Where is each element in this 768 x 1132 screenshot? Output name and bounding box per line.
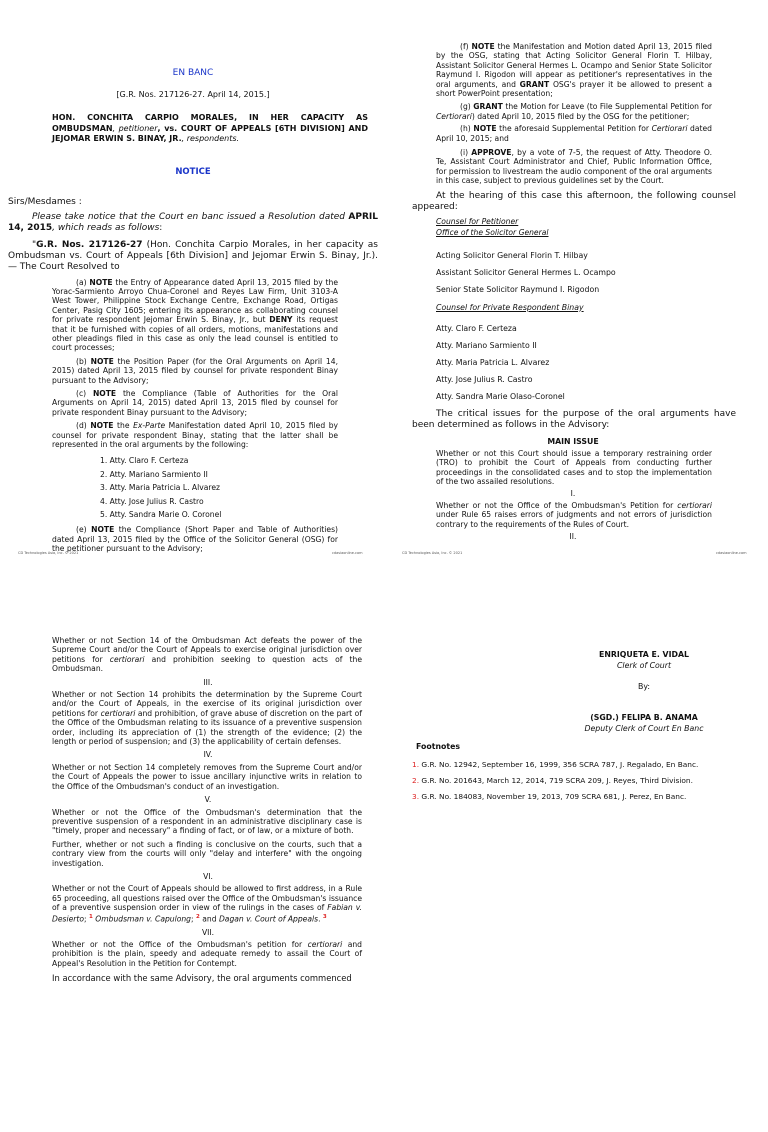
page-2: [394, 42, 764, 542]
deputy-title: Deputy Clerk of Court En Banc: [584, 724, 704, 733]
issue-number-i: I.: [570, 489, 576, 499]
issue-v-text: Whether or not the Office of the Ombudsman's determination that the preventive suspension of a respondent in an administrative disciplinary case is "timely, proper and necessary" a finding of fact, or of law, or a mixture of both.: [52, 807, 362, 836]
main-issue-heading: MAIN ISSUE: [547, 436, 599, 446]
main-issue-text: Whether or not this Court should issue a temporary restraining order (TRO) to prohibit the Court of Appeals from conducting further proceedings in the consolidated cases and to stop the implementation of the two assailed resolutions.: [436, 448, 712, 486]
page-1-footer-right[interactable]: cdasiaonline.com: [332, 551, 363, 555]
issue-iv-text: Whether or not Section 14 completely removes from the Supreme Court and/or the Court of Appeals the power to issue ancillary injunctive writs in relation to the Office of the Ombudsman's conduct of an investigation.: [52, 762, 362, 791]
list-item: Atty. Mariano Sarmiento II: [436, 340, 537, 350]
counsel-list: [100, 454, 378, 521]
salutation: Sirs/Mesdames :: [8, 196, 82, 207]
issue-vi-text: Whether or not the Court of Appeals should be allowed to first address, in a Rule 65 proceeding, all questions raised over the Office of the Ombudsman's issuance of a preventive suspension order in view of the rulings in the cases of Fabian v. Desierto; $^1$ Ombudsman v. Capulong; $^2$ and Dagan v. Court of Appeals. $^3$: [52, 884, 362, 924]
en-banc-heading: EN BANC: [172, 68, 214, 78]
clerk-title: Clerk of Court: [616, 661, 672, 670]
issue-vii-text: Whether or not the Office of the Ombudsman's petition for certiorari and prohibition is the plain, speedy and adequate remedy to assail the Court of Appeal's Resolution in the Petition for Contempt.: [52, 939, 362, 968]
issue-number-v: V.: [204, 795, 212, 805]
item-e: (e) NOTE the Compliance (Short Paper and Table of Authorities) dated April 13, 2015 filed by the Office of the Solicitor General (OSG) for the petitioner pursuant to the Advisory;: [52, 525, 338, 554]
item-h: (h) NOTE the aforesaid Supplemental Petition for Certiorari dated April 10, 2015; and: [436, 124, 712, 143]
petitioner-counsel-heading: Counsel for Petitioner Office of the Solicitor General: [436, 216, 549, 237]
list-item: Senior State Solicitor Raymund I. Rigodon: [436, 284, 600, 294]
critical-issues-paragraph: The critical issues for the purpose of the oral arguments have been determined as follows in the Advisory:: [412, 408, 736, 430]
item-b: (b) NOTE the Position Paper (for the Oral Arguments on April 14, 2015) dated April 13, 2015 filed by counsel for private respondent Binay pursuant to the Advisory;: [52, 356, 338, 385]
issue-ii-text: Whether or not Section 14 of the Ombudsman Act defeats the power of the Supreme Court and/or the Court of Appeals to exercise original jurisdiction over petitions for certiorari and prohibition seeking to question acts of the Ombudsman.: [52, 636, 362, 674]
issue-number-vi: VI.: [203, 871, 213, 881]
list-item: 4. Atty. Jose Julius R. Castro: [100, 496, 204, 506]
item-g: (g) GRANT the Motion for Leave (to File Supplemental Petition for Certiorari) dated April 10, 2015 filed by the OSG for the petitioner;: [436, 102, 712, 121]
page-3: [8, 632, 378, 1024]
case-caption: HON. CONCHITA CARPIO MORALES, IN HER CAPACITY AS OMBUDSMAN, petitioner, vs. COURT OF APPEALS [6TH DIVISION] AND JEJOMAR ERWIN S. BINAY, JR., respondents.: [52, 113, 368, 143]
footnote-number[interactable]: 2.: [412, 776, 420, 785]
list-item: Assistant Solicitor General Hermes L. Ocampo: [436, 267, 616, 277]
notice-heading: NOTICE: [175, 166, 211, 177]
page-2-footer-left: CD Technologies Asia, Inc. © 2021: [402, 551, 463, 555]
list-item: Atty. Jose Julius R. Castro: [436, 374, 533, 384]
hearing-paragraph: At the hearing of this case this afternoon, the following counsel appeared:: [412, 190, 736, 212]
issue-number-vii: VII.: [201, 927, 215, 937]
respondent-counsel-list: [436, 320, 764, 405]
list-item: 5. Atty. Sandra Marie O. Coronel: [100, 510, 222, 520]
item-d: (d) NOTE the Ex-Parte Manifestation dated April 10, 2015 filed by counsel for private respondent Binay, stating that the latter shall be represented in the oral arguments by the following:: [52, 421, 339, 449]
list-item: 2. Atty. Mariano Sarmiento II: [100, 469, 208, 479]
gr-number-line: [G.R. Nos. 217126-27. April 14, 2015.]: [116, 90, 270, 99]
issue-number-iv: IV.: [203, 750, 213, 760]
petitioner-counsel-list: [436, 247, 764, 298]
by-label: By:: [637, 682, 651, 691]
footnote-number[interactable]: 3.: [412, 792, 420, 801]
issue-iii-text: Whether or not Section 14 prohibits the determination by the Supreme Court and/or the Court of Appeals, in the exercise of its original jurisdiction over petitions for certiorari and prohibition, of grave abuse of discretion on the part of the Office of the Ombudsman relating to its issuance of a preventive suspension order, including its appreciation of (1) the strength of the evidence; (2) the length or period of suspension; and (3) the applicability of certain defenses.: [52, 690, 363, 747]
footnotes-heading: Footnotes: [416, 742, 461, 751]
list-item: Atty. Maria Patricia L. Alvarez: [436, 357, 550, 367]
notice-paragraph: Please take notice that the Court en banc issued a Resolution dated APRIL 14, 2015, which reads as follows:: [8, 211, 378, 233]
footnote-item: 3. G.R. No. 184083, November 19, 2013, 709 SCRA 681, J. Perez, En Banc.: [412, 792, 687, 801]
page-4: [394, 632, 764, 1132]
page-2-footer-right[interactable]: cdasiaonline.com: [716, 551, 747, 555]
footnote-ref-3[interactable]: 3: [322, 913, 327, 920]
footnote-item: 1. G.R. No. 12942, September 16, 1999, 356 SCRA 787, J. Regalado, En Banc.: [412, 760, 699, 769]
issue-i-text: Whether or not the Office of the Ombudsman's Petition for certiorari under Rule 65 raises errors of judgments and not errors of jurisdiction contrary to the requirements of the Rules of Court.: [436, 500, 712, 529]
footnote-ref-1[interactable]: 1: [89, 913, 93, 920]
footnote-item: 2. G.R. No. 201643, March 12, 2014, 719 SCRA 209, J. Reyes, Third Division.: [412, 776, 693, 785]
list-item: 3. Atty. Maria Patricia L. Alvarez: [100, 483, 220, 493]
deputy-name: (SGD.) FELIPA B. ANAMA: [590, 713, 698, 722]
item-i: (i) APPROVE, by a vote of 7-5, the request of Atty. Theodore O. Te, Assistant Court Administrator and Chief, Public Information Office, for permission to livestream the audio component of the oral arguments in this case, subject to previous guidelines set by the Court.: [436, 148, 712, 186]
list-item: Atty. Claro F. Certeza: [436, 323, 517, 333]
list-item: Atty. Sandra Marie Olaso-Coronel: [436, 391, 565, 401]
item-f: (f) NOTE the Manifestation and Motion dated April 13, 2015 filed by the OSG, stating that Acting Solicitor General Florin T. Hilbay, Assistant Solicitor General Hermes L. Ocampo and Senior State Solicitor Raymund I. Rigodon will appear as petitioner's representatives in the oral arguments, and GRANT OSG's prayer it be allowed to present a short PowerPoint presentation;: [436, 42, 712, 99]
item-a: (a) NOTE the Entry of Appearance dated April 13, 2015 filed by the Yorac-Sarmiento Arroyo Chua-Coronel and Reyes Law Firm, Unit 3103-A West Tower, Philippine Stock Exchange Centre, Exchange Road, Ortigas Center, Pasig City 1605; entering its appearance as collaborating counsel for private respondent Jejomar Erwin S. Binay, Jr., but DENY its request that it be furnished with copies of all orders, motions, manifestations and other pleadings filed in this case as only the lead counsel is entitled to court processes;: [52, 277, 339, 353]
issue-number-iii: III.: [203, 677, 213, 687]
clerk-name: ENRIQUETA E. VIDAL: [599, 650, 689, 659]
resolution-intro: "G.R. Nos. 217126-27 (Hon. Conchita Carpio Morales, in her capacity as Ombudsman vs. Court of Appeals [6th Division] and Jejomar Erwin S. Binay, Jr.). — The Court Resolved to: [8, 239, 378, 272]
issue-number-ii: II.: [569, 531, 577, 541]
list-item: 1. Atty. Claro F. Certeza: [100, 456, 189, 466]
item-c: (c) NOTE the Compliance (Table of Authorities for the Oral Arguments on April 14, 2015) dated April 13, 2015 filed by counsel for private respondent Binay pursuant to the Advisory;: [52, 388, 339, 417]
footnote-ref-2[interactable]: 2: [195, 913, 200, 920]
oral-arguments-paragraph: In accordance with the same Advisory, the oral arguments commenced: [52, 973, 352, 984]
respondent-counsel-heading: Counsel for Private Respondent Binay: [436, 302, 584, 312]
list-item: Acting Solicitor General Florin T. Hilbay: [436, 250, 588, 260]
footnotes-list: [412, 757, 764, 805]
page-1-footer-left: CD Technologies Asia, Inc. © 2021: [18, 551, 79, 555]
issue-v-further-text: Further, whether or not such a finding is conclusive on the courts, such that a contrary view from the courts will only "delay and interfere" with the ongoing investigation.: [52, 839, 362, 868]
footnote-number[interactable]: 1.: [412, 760, 420, 769]
